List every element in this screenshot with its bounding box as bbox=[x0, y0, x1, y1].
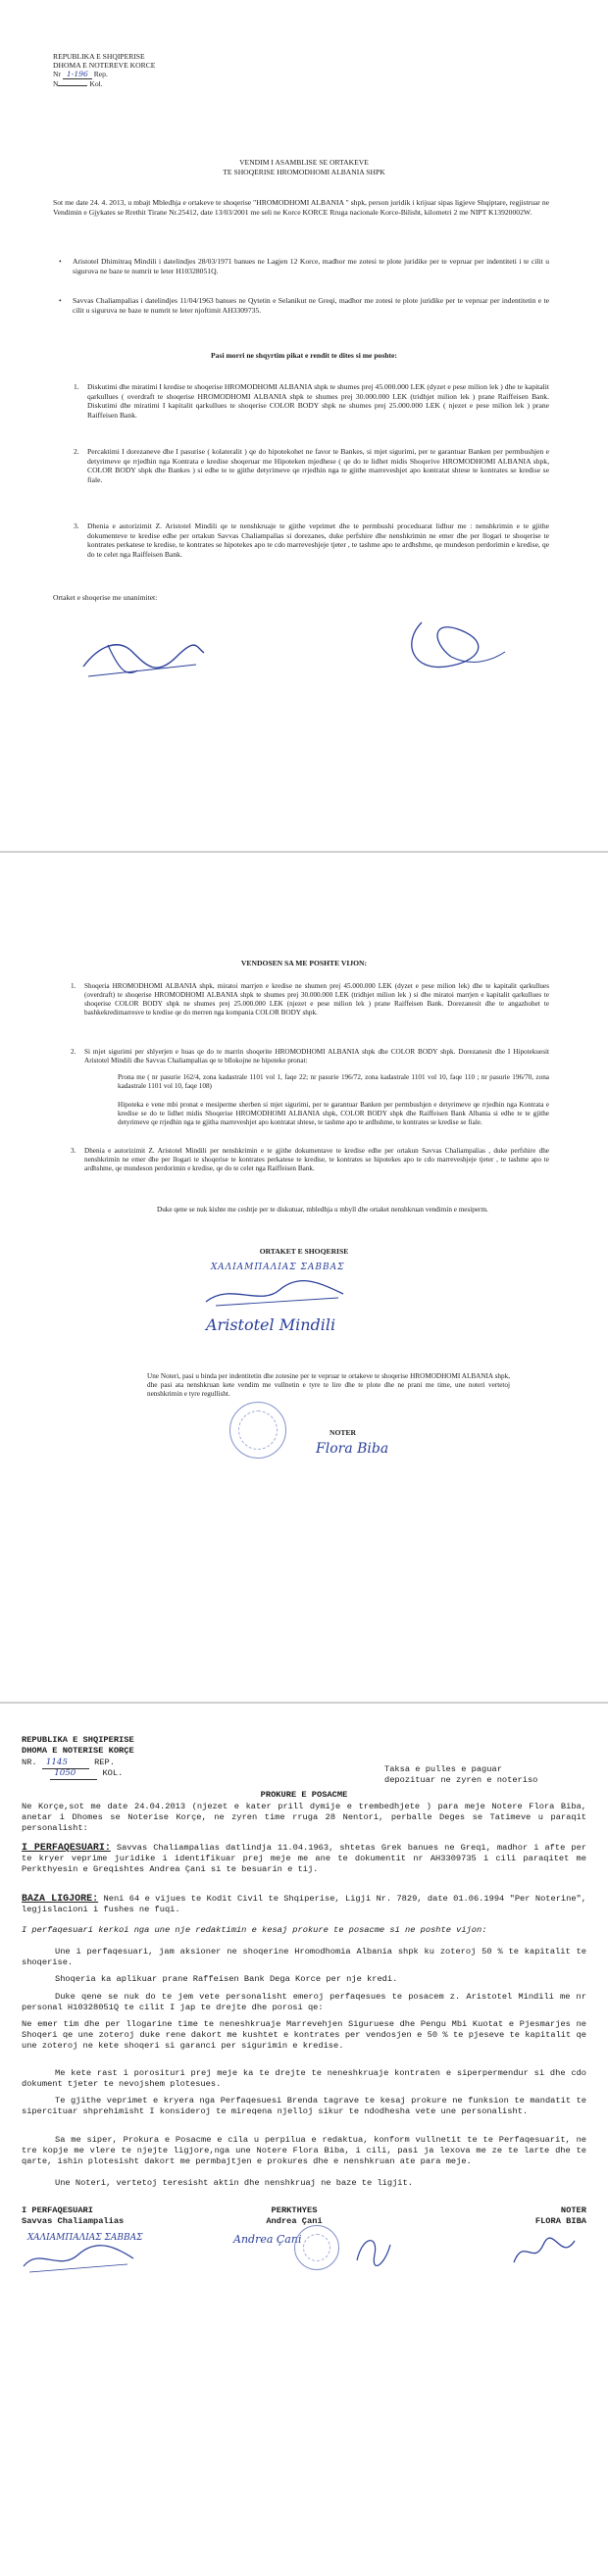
agenda-item: 1. Diskutimi dhe miratimi I kredise te shoqerise HROMODHOMI ALBANIA shpk te shumes prej 45.000.000 LEK (dyzet e pese milion lek ) dhe te kapitalit qarkullues ( overdraft te shoqerise HROMODHOMI ALBANIA shpk te shumes prej 30.000.000 LEK (tridhjet milion lek ) prane Raiffeisen Bank. Diskutimi dhe miratimi I kapitalit qarkullues te shoqerise COLOR BODY shpk ne shumes prej 25.000.000 LEK ( njezet e pese milion lek ) prane Raiffeisen Bank. bbox=[74, 382, 549, 420]
signature-chaliampalias-2 bbox=[201, 1272, 348, 1312]
republic-header: REPUBLIKA E SHQIPERISE bbox=[53, 52, 145, 61]
signatory-name: Savvas Chaliampalias bbox=[22, 2216, 125, 2226]
ortaket-heading: ORTAKET E SHOQERISE bbox=[259, 1247, 349, 1256]
kol-handwritten: 1050 bbox=[50, 1768, 97, 1780]
resolution-title-1: VENDIM I ASAMBLISE SE ORTAKEVE bbox=[239, 158, 369, 167]
signature-cani: Andrea Çani bbox=[233, 2233, 302, 2246]
signatory-name: FLORA BIBA bbox=[534, 2216, 586, 2226]
nr-line: NR. 1145 REP. bbox=[22, 1758, 115, 1767]
property-list: Prona me ( nr pasurie 162/4, zona kadastrale 1101 vol 1, faqe 22; nr pasurie 196/72, zona kadastrale 1101 vol 10, faqe 110 ; nr pasurie 196/70, zona kadastrale 1101 vol 10, faqe 108) bbox=[118, 1073, 549, 1091]
signature-biba-2 bbox=[510, 2233, 579, 2272]
decisions-heading: VENDOSEN SA ME POSHTE VIJON: bbox=[240, 959, 368, 967]
poa-paragraph: Une i perfaqesuari, jam aksioner ne shoqerine Hromodhomia Albania shpk ku zoteroj 50 % te kapitalit te shoqerise. bbox=[22, 1947, 586, 1967]
poa-paragraph: Duke qene se nuk do te jem vete personalisht emeroj perfaqesues te posacem z. Aristotel Mindili me nr personal H10328051Q te cilit I jap te drejte dhe porosi qe: bbox=[22, 1992, 586, 2012]
agenda-item: 3. Dhenia e autorizimit Z. Aristotel Mindili qe te nenshkruaje te gjithe veprimet dhe te permbushi proceduarat lidhur me : nenshkrimin e te gjithe dokumenteve te kredise edhe per ortakun Savvas Chaliampalias si dorezanes, duke perfshire dhe nenshkrimin ne emer dhe per llogari te shoqerise te kontrates perkatese te kredise, te kontrates se hipotekes apo te cdo marreveshjeje tjeter , te tashme apo te ardhshme, qe mundeson perdorimin e kredise, qe do te celet nga Raiffeisen Bank. bbox=[74, 521, 549, 559]
noter-label: NOTER bbox=[329, 1428, 357, 1437]
poa-paragraph: Me kete rast i porosituri prej meje ka te drejte te neneshkruaje kontraten e siperpermendur si dhe cdo dokument tjeter te nevojshem plotesues. bbox=[22, 2068, 586, 2089]
stamp-tax-line: depozituar ne zyren e noteriso bbox=[384, 1775, 538, 1785]
handwritten-name-greek: XAΛIAMΠAΛIAΣ ΣABBAΣ bbox=[211, 1263, 345, 1272]
signature-caption: Ortaket e shoqerise me unanimitet: bbox=[53, 593, 158, 602]
page-3-power-of-attorney bbox=[0, 1702, 608, 2576]
poa-paragraph: Te gjithe veprimet e kryera nga Perfaqesuesi Brenda tagrave te kesaj prokure ne funksion te mandatit te sipercituar shprehimisht I konsideroj te mireqena njelloj sikur te ndodhesha vete une personalisht. bbox=[22, 2096, 586, 2116]
request-line: I perfaqesuari kerkoi nga une nje redaktimin e kesaj prokure te posacme si ne poshte vijon: bbox=[22, 1925, 487, 1935]
legal-basis: BAZA LIGJORE: Neni 64 e vijues te Kodit Civil te Shqiperise, Ligji Nr. 7829, date 01.06.1994 "Per Noterine", legjislacioni i fushes ne fuqi. bbox=[22, 1894, 586, 1914]
notary-certification: Une Noteri, pasi u binda per indentitetin dhe zotesine per te vepruar te ortakeve te shoqerise HROMODHOMI ALBANIA shpk, dhe pasi ata nenshkruan kete vendim me vullnetin e tyre te lire dhe te plote dhe ne prani me time, une noteri vertetoj nenshkrimin e tyre regullisht. bbox=[147, 1372, 510, 1399]
signature-mindili-1 bbox=[78, 627, 206, 686]
decision-item: 3. Dhenia e autorizimit Z. Aristotel Mindili per nenshkrimin e te gjithe dokumentave te kredise edhe per ortakun Savvas Chaliampalias , duke perfshire dhe nenshkrimin ne emer dhe per llogari te shoqerise te kontrates perkatese te kredise, te kontrates se hipotekes apo te cdo marreveshjeje tjeter , te tashme apo te ardhshme, qe mundeson perdorimin e kredise, qe do te celet nga Raiffeisen Bank. bbox=[71, 1147, 549, 1173]
nr-line: Nr 1-196 Rep. bbox=[53, 70, 108, 78]
notary-seal bbox=[229, 1402, 286, 1459]
signatory-role: I PERFAQESUARI bbox=[22, 2205, 93, 2215]
poa-closing: Une Noteri, vertetoj teresisht aktin dhe nenshkruaj ne baze te ligjit. bbox=[55, 2178, 413, 2188]
poa-paragraph: Shoqeria ka aplikuar prane Raffeisen Bank Dega Korce per nje kredi. bbox=[55, 1974, 398, 1984]
kol-line: 1050 KOL. bbox=[22, 1768, 123, 1780]
nr-handwritten: 1-196 bbox=[63, 70, 92, 79]
poa-title: PROKURE E POSACME bbox=[260, 1790, 348, 1800]
signature-mindili-2: Aristotel Mindili bbox=[206, 1315, 336, 1334]
stamp-tax-line: Taksa e pulles e paguar bbox=[384, 1764, 502, 1774]
mortgage-clause: Hipoteka e vene mbi pronat e mesiperme sherben si mjet sigurimi, per te garantuar Banken per permbushjen e detyrimeve qe rrjedhin nga Kontrata e kredise se do te lidhet midis Shoqerise HROMODHOMI ALBANIA shpk, COLOR BODY shpk dhe Raiffeisen Bank Albania si edhe te te gjithe detyrimeve qe rrjedhin nga te gjitha marreveshjet apo kontratat shtese, te tashme apo te ardhshme, te kontrates se kredise se fiale. bbox=[118, 1101, 549, 1127]
translator-seal bbox=[294, 2225, 339, 2270]
closing-note: Duke qene se nuk kishte me ceshtje per te diskutuar, mbledhja u mbyll dhe ortaket nenshkruan vendimin e mesiperm. bbox=[157, 1206, 488, 1214]
signatory-role: NOTER bbox=[560, 2205, 586, 2215]
signatory-name: Andrea Çani bbox=[266, 2216, 323, 2226]
nr-handwritten: 1145 bbox=[42, 1758, 89, 1769]
signature-chaliampalias-3 bbox=[20, 2241, 137, 2280]
decision-item: 2. Si mjet sigurimi per shlyerjen e huas qe do te marrin shoqerite HROMODHOMI ALBANIA shpk dhe COLOR BODY shpk. Dorezanesit dhe I Hipotekuesit Aristotel Mindili dhe Savvas Chaliampalias qe te bllokojne ne hipoteke pronat: bbox=[71, 1048, 549, 1065]
kol-line: N Kol. bbox=[53, 79, 103, 88]
poa-paragraph: Ne emer tim dhe per llogarine time te neneshkruaje Marrevehjen Siguruese dhe Pengu Mbi Kuotat e Pjesmarjes ne Shoqeri qe une zoteroj duke rene dakort me kushtet e kontrates per vendosjen e 50 % te pjeseve te kapitalit qe une zoteroj ne kete shoqeri si garanci per sigurimin e kredise. bbox=[22, 2019, 586, 2051]
shareholder-bullet: • Aristotel Dhimitraq Mindili i datelindjes 28/03/1971 banues ne Lagjen 12 Korce, madhor me zotesi te plote juridike per te vepruar per indentiteti i te cilit u siguruva ne baze te numrit te leter H10328051Q. bbox=[59, 257, 549, 275]
page-2-decisions bbox=[0, 851, 608, 1702]
poa-paragraph: Sa me siper, Prokura e Posacme e cila u perpilua e redaktua, konform vullnetit te te Perfaqesuarit, ne tre kopje me vlere te njejte ligjore,nga une Notere Flora Biba, i cili, pasi ja lexova me ze te larte dhe te qarte, ishin plotesisht dakort me permbajtjen e prokures dhe e nenshkruan ate para meje. bbox=[22, 2135, 586, 2166]
agenda-item: 2. Percaktimi I dorezaneve dhe I pasurise ( kolateralit ) qe do hipotekohet ne favor te Bankes, si mjet sigurimi, per te garantuar Banken per permbushjen e detyrimeve qe rrjedhin nga Kontrata e kredise shoqeruar me Hipoteken mjedhese ( qe do te lidhet midis Shoqerive HROMODHOMI ALBANIA shpk, COLOR BODY shpk dhe Bankes ) si edhe te te gjithe detyrimeve qe rrjedhin nga te gjithe marreveshjet apo kontratat shtese te kontrates se kredise se fiale. bbox=[74, 447, 549, 484]
poa-intro: Ne Korçe,sot me date 24.04.2013 (njezet e kater prill dymije e trembedhjete ) para meje Notere Flora Biba, anetar i Dhomes se Noterise Korçe, ne zyren time rruga 28 Nentori, perballe Deges se Tatimeve u paraqit personalisht: bbox=[22, 1802, 586, 1833]
decision-item: 1. Shoqeria HROMODHOMI ALBANIA shpk, miratoi marrjen e kredise ne shumen prej 45.000.000 LEK (dyzet e pese milion lek) dhe te kapitalit qarkullues (overdraft) te shoqerise HROMODHOMI ALBANIA shpk te shumes prej 30.000.000 LEK (tridhjet milion lek ) si dhe miratoi marrjen e kapitalit qarkullues te shoqerise COLOR BODY shpk ne shumes prej 25.000.000 LEK (njezet e pese milion lek ) prane Raiffeisen Bank. Dorezanesit dhe te angazhohet te bashkekredimarresve te kredise qe do merren nga kompania COLOR BODY shpk. bbox=[71, 982, 549, 1017]
chamber-header: DHOMA E NOTEREVE KORCE bbox=[53, 61, 156, 70]
signatory-role: PERKTHYES bbox=[271, 2205, 318, 2215]
republic-header: REPUBLIKA E SHQIPERISE bbox=[22, 1735, 134, 1745]
signature-biba-1: Flora Biba bbox=[316, 1441, 389, 1457]
handwritten-name-greek: XAΛIAMΠAΛIAΣ ΣABBAΣ bbox=[27, 2233, 143, 2243]
agenda-subheading: Pasi morri ne shqyrtim pikat e rendit te dites si me poshte: bbox=[211, 351, 397, 360]
page-1-resolution bbox=[0, 0, 608, 851]
intro-paragraph: Sot me date 24. 4. 2013, u mbajt Mbledhja e ortakeve te shoqerise "HROMODHOMI ALBANIA " shpk, person juridik i krijuar sipas ligjeve Shqiptare, regjistruar ne Vendimin e Gjykates se Rrethit Tirane Nr.25412, date 13/03/2001 me seli ne Korce KORCE Rruga nacionale Korce-Bilisht, kilometri 2 me NIPT K13920002W. bbox=[53, 198, 549, 217]
signature-translator-mark bbox=[353, 2231, 392, 2270]
signature-chaliampalias-1 bbox=[392, 613, 510, 681]
shareholder-bullet: • Savvas Chaliampalias i datelindjes 11/04/1963 banues ne Qytetin e Selanikut ne Greqi, madhor me zotesi te plote juridike per te vepruar per indentitetin e te cilit u siguruva ne baze te numrit te leter njoftimit AH3309735. bbox=[59, 296, 549, 315]
resolution-title-2: TE SHOQERISE HROMODHOMI ALBANIA SHPK bbox=[223, 168, 385, 176]
chamber-header: DHOMA E NOTERISE KORÇE bbox=[22, 1746, 134, 1756]
represented-party: I PERFAQESUARI: Savvas Chaliampalias datlindja 11.04.1963, shtetas Grek banues ne Greqi, madhor i afte per te kryer veprime juridike i identifikuar prej meje me ane te dokumentit nr AH3309735 i cili paraqitet me Perkthyesin e Greqishtes Andrea Çani si te besuarin e tij. bbox=[22, 1843, 586, 1874]
